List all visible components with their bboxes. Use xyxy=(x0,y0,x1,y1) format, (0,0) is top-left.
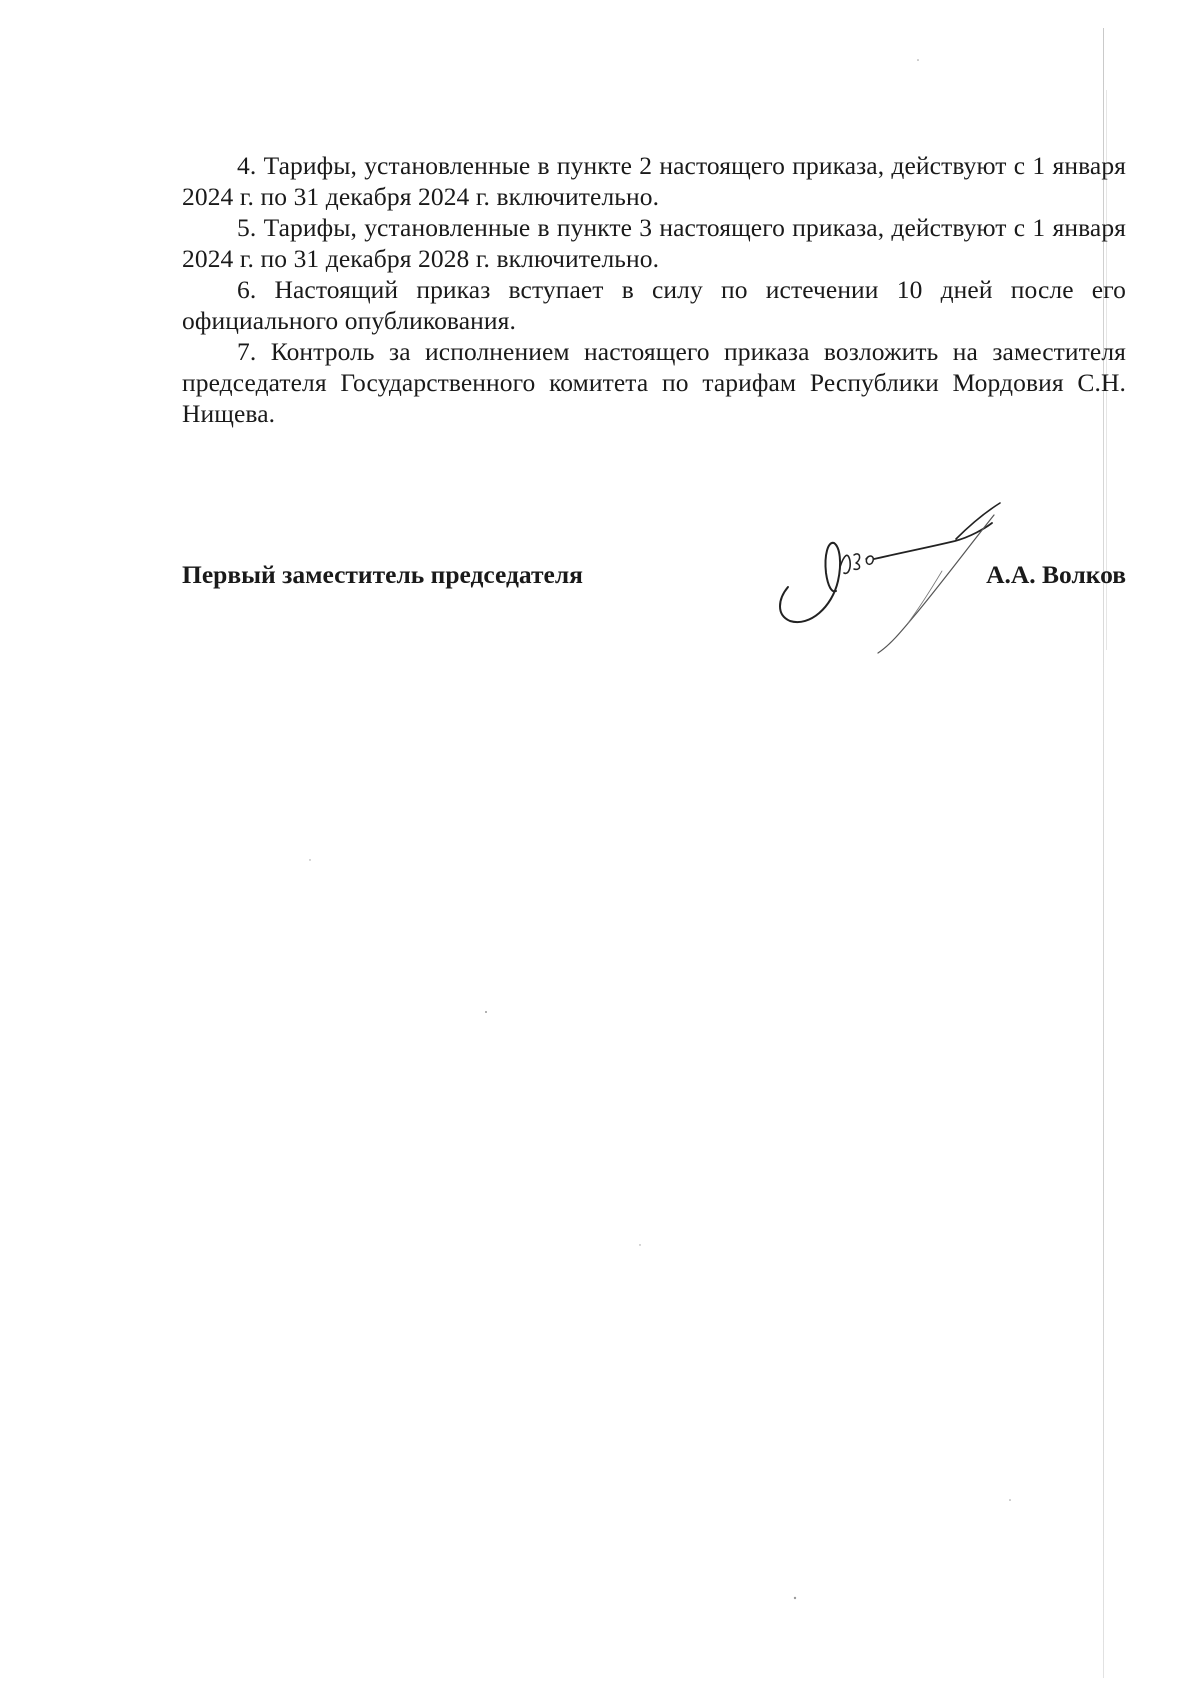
paragraph-4: 4. Тарифы, установленные в пункте 2 настоящего приказа, действуют с 1 января 2024 г. по 31 декабря 2024 г. включительно. xyxy=(182,151,1126,211)
paragraph-6: 6. Настоящий приказ вступает в силу по истечении 10 дней после его официального опубликования. xyxy=(182,275,1126,335)
signatory-name: А.А. Волков xyxy=(986,560,1126,589)
paragraph-7: 7. Контроль за исполнением настоящего приказа возложить на заместителя председателя Государственного комитета по тарифам Республики Мордовия С.Н. Нищева. xyxy=(182,337,1126,428)
paragraph-5: 5. Тарифы, установленные в пункте 3 настоящего приказа, действуют с 1 января 2024 г. по 31 декабря 2028 г. включительно. xyxy=(182,213,1126,273)
signatory-title: Первый заместитель председателя xyxy=(182,560,583,589)
